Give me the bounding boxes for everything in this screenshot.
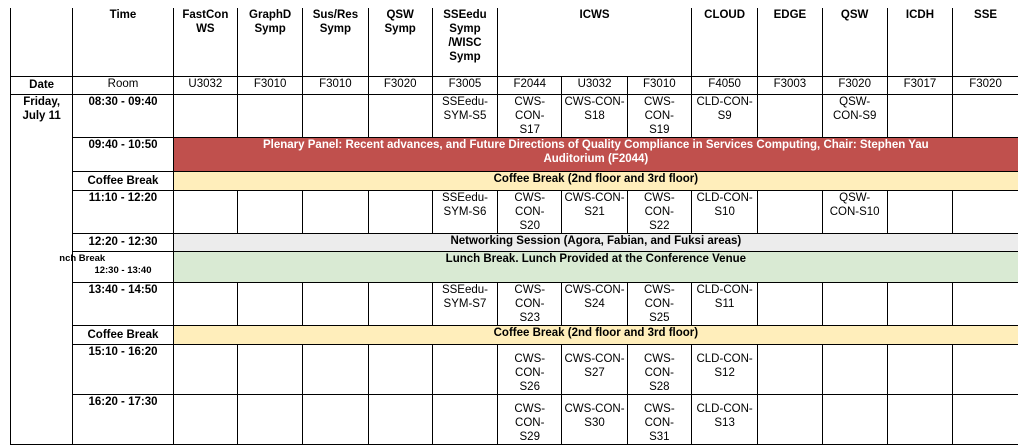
room-cell: F3010 [237,76,302,94]
coffee-break-cell: Coffee Break (2nd floor and 3rd floor) [173,325,1018,344]
session-cell: QSW- CON-S10 [822,190,887,233]
networking-session-cell: Networking Session (Agora, Fabian, and Fuksi areas) [173,233,1018,251]
session-cell: SSEedu- SYM-S5 [432,94,497,137]
session-cell: CWS-CON- S17 [498,94,562,137]
time-cell: 13:40 - 14:50 [73,282,173,325]
track-header: SSEedu Symp /WISC Symp [432,8,497,76]
room-row [11,76,1019,94]
coffee-break-cell: Coffee Break (2nd floor and 3rd floor) [173,171,1018,190]
lunch-break-label: nch Break [59,252,106,264]
track-header: SSE [953,8,1018,76]
room-cell: U3032 [562,76,627,94]
room-cell: U3032 [173,76,237,94]
room-cell: F3003 [758,76,822,94]
table-row [11,251,1019,282]
table-row [11,325,1019,344]
session-cell: CWS-CON- S26 [498,344,562,394]
track-header: ICDH [887,8,952,76]
session-cell: CWS-CON- S28 [627,344,691,394]
time-cell: 08:30 - 09:40 [73,94,173,137]
date-value: Friday, July 11 [11,94,73,444]
session-cell: SSEedu- SYM-S6 [432,190,497,233]
track-header-icws: ICWS [498,8,692,76]
session-cell: CWS-CON- S24 [562,282,627,325]
time-cell: 11:10 - 12:20 [73,190,173,233]
time-cell: 12:20 - 12:30 [73,233,173,251]
session-cell: CWS-CON- S23 [498,282,562,325]
session-cell: CWS-CON- S31 [627,394,691,444]
room-cell: F2044 [498,76,562,94]
track-header: Sus/Res Symp [303,8,368,76]
session-cell: CWS-CON- S20 [498,190,562,233]
room-cell: F3017 [887,76,952,94]
room-cell: F4050 [691,76,757,94]
session-cell: CWS-CON- S21 [562,190,627,233]
track-header: QSW Symp [368,8,432,76]
track-header: GraphD Symp [237,8,302,76]
table-row [11,171,1019,190]
time-header: Time [73,8,173,76]
table-row [11,344,1019,394]
session-cell: SSEedu- SYM-S7 [432,282,497,325]
session-cell: CWS-CON- S19 [627,94,691,137]
session-cell: CWS-CON- S18 [562,94,627,137]
room-cell: F3010 [303,76,368,94]
table-row [11,137,1019,171]
plenary-panel-cell: Plenary Panel: Recent advances, and Future Directions of Quality Compliance in Services Computing, Chair: Stephen Yau Auditorium (F2044) [173,137,1018,171]
room-header: Room [73,76,173,94]
room-cell: F3010 [627,76,691,94]
table-row [11,394,1019,444]
table-row [11,282,1019,325]
time-cell: 15:10 - 16:20 [73,344,173,394]
time-cell [59,251,173,282]
table-row [11,233,1019,251]
table-row [11,94,1019,137]
table-row [11,190,1019,233]
session-cell: QSW- CON-S9 [822,94,887,137]
session-cell: CWS-CON- S29 [498,394,562,444]
session-cell: CLD-CON- S12 [691,344,757,394]
session-cell: CLD-CON- S10 [691,190,757,233]
session-cell: CLD-CON- S9 [691,94,757,137]
time-cell: 09:40 - 10:50 [73,137,173,171]
session-cell: CWS-CON- S25 [627,282,691,325]
room-cell: F3020 [368,76,432,94]
time-cell: 16:20 - 17:30 [73,394,173,444]
lunch-time: 12:30 - 13:40 [94,264,152,276]
header-row [11,8,1019,76]
schedule-table [10,8,1018,445]
time-cell: Coffee Break [73,171,173,190]
session-cell: CWS-CON- S22 [627,190,691,233]
lunch-break-cell: Lunch Break. Lunch Provided at the Conference Venue [173,251,1018,282]
room-cell: F3020 [822,76,887,94]
track-header: QSW [822,8,887,76]
session-cell: CLD-CON- S11 [691,282,757,325]
track-header: FastCon WS [173,8,237,76]
room-cell: F3005 [432,76,497,94]
room-cell: F3020 [953,76,1018,94]
session-cell: CWS-CON- S30 [562,394,627,444]
session-cell: CLD-CON- S13 [691,394,757,444]
date-header: Date [11,76,73,94]
track-header: EDGE [758,8,822,76]
time-cell: Coffee Break [73,325,173,344]
track-header: CLOUD [691,8,757,76]
session-cell: CWS-CON- S27 [562,344,627,394]
